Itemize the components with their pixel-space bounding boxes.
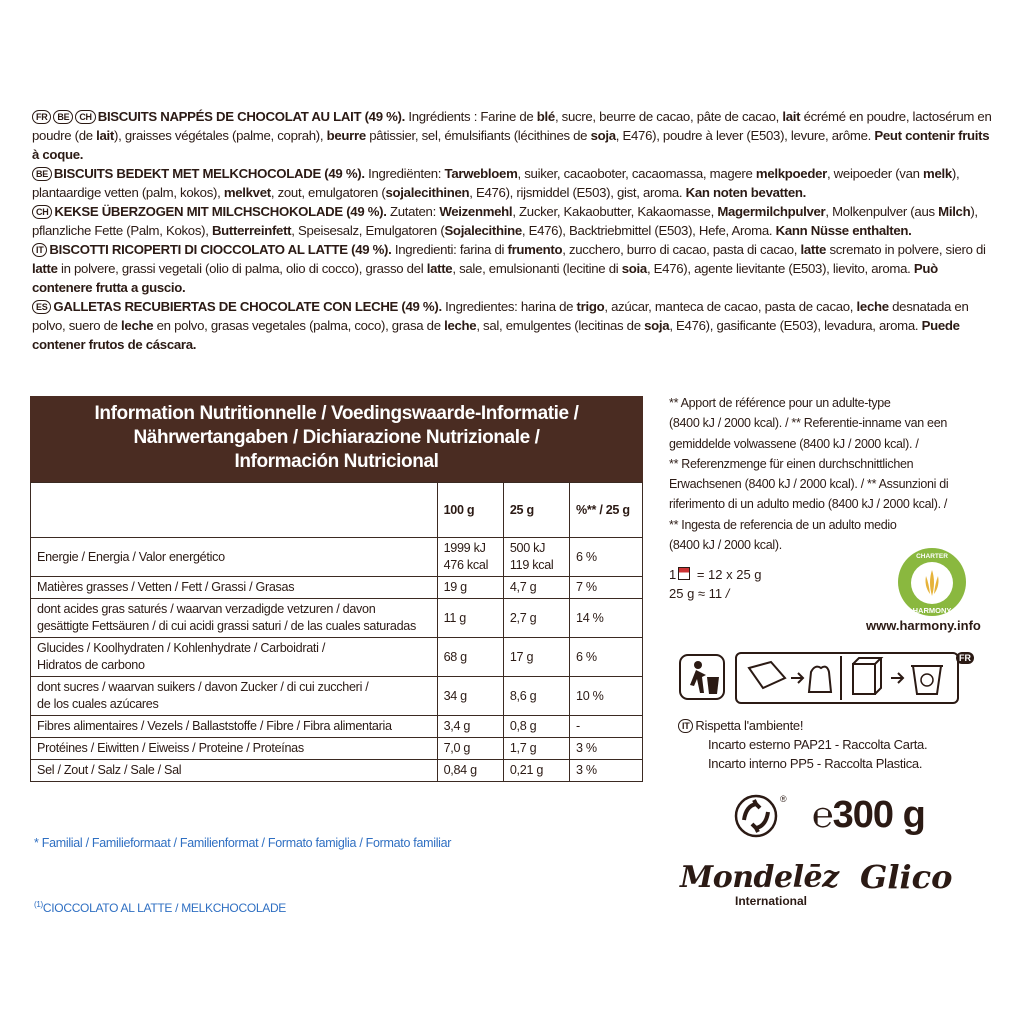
ingredient-text: pâtissier, sel, émulsifiants (lécithines de [365,128,591,143]
ingredient-text: scremato in polvere, siero di [826,242,986,257]
allergen-text: Peut contenir fruits à coque. [32,128,990,162]
estimated-sign-icon: ℮ [812,794,833,835]
value-per-100g-line: 3,4 g [443,719,471,733]
allergen-text: melkvet [223,185,271,200]
nutrient-label-line: Fibres alimentaires / Vezels / Ballaststoffe / Fibre / Fibra alimentaria [37,719,392,733]
harmony-url: www.harmony.info [866,618,981,633]
nutrition-title-line: Information Nutritionnelle / Voedingswaarde-Informatie / [94,403,579,424]
value-per-25g [503,677,569,716]
allergen-text: latte [800,242,827,257]
nutrient-label [31,677,438,716]
italy-note-text: Rispetta l'ambiente! [695,718,804,733]
ingredient-title: GALLETAS RECUBIERTAS DE CHOCOLATE CON LECHE (49 %). [53,299,442,314]
ingredient-text: écrémé en poudre, lactosérum en poudre (de [32,109,992,143]
value-per-100g [437,638,503,677]
bag-icon [809,667,831,692]
reference-note-line: ** Apport de référence pour un adulte-type [669,396,891,410]
column-header: 25 g [503,483,569,538]
value-per-100g-line: 1999 kJ [443,541,486,555]
nutrient-label-line: Matières grasses / Vetten / Fett / Grassi / Grasas [37,580,295,594]
nutrient-label [31,738,438,760]
value-per-100g-line: 7,0 g [443,741,471,755]
ingredient-title: KEKSE ÜBERZOGEN MIT MILCHSCHOKOLADE (49 %). [54,204,387,219]
value-per-25g-line: 500 kJ [509,541,546,555]
language-badge: ES [32,300,51,314]
nutrition-table-container [30,396,643,782]
nutrition-row [31,638,643,677]
value-per-100g [437,538,503,577]
ingredient-block [32,297,992,354]
net-weight [732,790,992,840]
ingredient-text: , zout, emulgatoren ( [270,185,386,200]
value-per-25g [503,760,569,782]
familial-note: * Familial / Familieformaat / Familienformat / Formato famiglia / Formato familiar [34,836,452,850]
allergen-text: soja [590,128,616,143]
portion-line-1 [669,565,762,584]
allergen-text: latte [426,261,453,276]
reference-intake-percent: 6 % [570,538,643,577]
nutrition-row [31,538,643,577]
value-per-25g [503,599,569,638]
nutrition-row [31,760,643,782]
ingredient-text: Ingrédients : Farine de [405,109,537,124]
nutrient-label [31,638,438,677]
value-per-100g [437,760,503,782]
reference-note-line: ** Referenzmenge für einen durchschnittlichen [669,456,914,471]
allergen-text: beurre [326,128,366,143]
language-badge: CH [32,205,52,219]
allergen-text: Sojalecithine [444,223,522,238]
nutrition-row [31,738,643,760]
reference-intake-note [669,393,999,555]
sorting-instructions-box [735,652,959,704]
nutrient-label-line: dont sucres / waarvan suikers / davon Zucker / di cui zuccheri / [37,680,369,694]
registered-mark: ® [780,794,787,804]
nutrition-row [31,677,643,716]
nutrition-row [31,577,643,599]
allergen-text: sojalecithinen [385,185,470,200]
sorting-icons [737,654,957,702]
nutrient-label [31,538,438,577]
ingredient-text: ), plantaardige vetten (palm, kokos), [32,166,960,200]
nutrient-label [31,760,438,782]
language-badge: IT [32,243,47,257]
nutrition-table-title [30,396,643,482]
reference-intake-percent: 6 % [570,638,643,677]
allergen-text: Tarwebloem [444,166,518,181]
nutrient-label-line: Protéines / Eiwitten / Eiweiss / Proteine / Proteínas [37,741,304,755]
value-per-100g [437,577,503,599]
glico-logo: Glico [860,858,953,896]
value-per-100g-line: 0,84 g [443,763,477,777]
ingredient-text: Zutaten: [386,204,440,219]
nutrient-label [31,599,438,638]
ingredient-text: , suiker, cacaoboter, cacaomassa, magere [517,166,756,181]
nutrition-title-line: Información Nutricional [234,451,439,472]
ingredient-text: , E476), rijsmiddel (E503), gist, aroma. [469,185,686,200]
ingredient-text: , weipoeder (van [826,166,924,181]
nutrient-label [31,716,438,738]
reference-note-line: (8400 kJ / 2000 kcal). / ** Referentie-inname van een [669,416,948,431]
weight-value [812,794,925,837]
reference-note-line: gemiddelde volwassene (8400 kJ / 2000 kcal). / [669,436,919,451]
weight-amount: 300 g [832,794,925,836]
ingredient-text: Ingrediënten: [364,166,445,181]
ingredient-title: BISCUITS NAPPÉS DE CHOCOLAT AU LAIT (49 %). [97,109,406,124]
ingredient-block [32,202,992,240]
reference-note-line: Erwachsenen (8400 kJ / 2000 kcal). / ** Assunzioni di [669,477,949,492]
nutrition-header-row [31,483,643,538]
harmony-top-text: CHARTER [916,553,948,560]
ingredient-text: ), graisses végétales (palme, coprah), [114,128,327,143]
nutrition-table [30,482,643,782]
nutrient-label-line: Sel / Zout / Salz / Sale / Sal [37,763,182,777]
reference-intake-percent: - [570,716,643,738]
value-per-100g-line: 19 g [443,580,467,594]
harmony-bottom-text: HARMONY [912,606,952,615]
arrow-icon-2 [891,673,903,683]
allergen-text: frumento [507,242,563,257]
allergen-text: Kann Nüsse enthalten. [775,223,912,238]
italy-note-text: Incarto interno PP5 - Raccolta Plastica. [708,756,923,771]
value-per-25g [503,738,569,760]
allergen-text: Butterreinfett [211,223,292,238]
allergen-text: latte [32,261,58,276]
ingredient-text: , Zucker, Kakaobutter, Kakaomasse, [512,204,718,219]
ingredient-text: , sal, emulgentes (lecitinas de [476,318,645,333]
allergen-text: melkpoeder [755,166,827,181]
carton-icon [853,658,881,694]
reference-intake-percent: 3 % [570,738,643,760]
value-per-25g-line: 8,6 g [509,688,537,703]
nutrient-label [31,577,438,599]
language-badge: FR [32,110,51,124]
italy-note-line [678,716,927,735]
italy-note-text: Incarto esterno PAP21 - Raccolta Carta. [708,737,928,752]
value-per-25g [503,716,569,738]
green-dot-icon [732,790,792,840]
nutrient-label-line: Energie / Energia / Valor energético [37,549,225,564]
nutrient-label-line: gesättigte Fettsäuren / di cui acidi grassi saturi / de las cuales saturadas [37,619,417,633]
value-per-100g [437,677,503,716]
chocolate-note [34,900,286,915]
brand-logos [680,860,1000,920]
ingredients-section [32,107,992,354]
arrow-icon [791,673,803,683]
value-per-100g [437,716,503,738]
nutrient-label-line: Glucides / Koolhydraten / Kohlenhydrate / Carboidrati / [37,641,326,655]
package-icon [749,662,785,688]
ingredient-text: , E476), poudre à lever (E503), levure, arôme. [615,128,875,143]
allergen-text: leche [856,299,889,314]
portion-line-2 [669,584,762,603]
language-badge: CH [75,110,95,124]
ingredient-text: en polvo, grasas vegetales (palma, coco), grasa de [153,318,445,333]
ingredient-title: BISCUITS BEDEKT MET MELKCHOCOLADE (49 %). [53,166,365,181]
value-per-100g-line: 34 g [443,688,467,703]
portion-equivalence: 25 g ≈ 11 [669,586,723,601]
harmony-charter-logo [896,546,968,618]
italy-note-line [678,754,927,773]
column-header: %** / 25 g [570,483,643,538]
nutrition-title-line: Nährwertangaben / Dichiarazione Nutrizionale / [133,427,540,448]
allergen-text: Puede contener frutos de cáscara. [32,318,960,352]
reference-intake-percent: 14 % [570,599,643,638]
chocolate-note-text: CIOCCOLATO AL LATTE / MELKCHOCOLADE [42,901,287,915]
allergen-text: trigo [576,299,605,314]
italy-environment-note [678,716,927,773]
nutrition-row [31,599,643,638]
allergen-text: leche [444,318,477,333]
allergen-text: leche [121,318,154,333]
reference-note-line: ** Ingesta de referencia de un adulto medio [669,517,897,532]
nutrition-row [31,716,643,738]
ingredient-block [32,240,992,297]
value-per-25g-line: 1,7 g [509,741,537,755]
allergen-text: Kan noten bevatten. [685,185,806,200]
allergen-text: lait [782,109,801,124]
allergen-text: Weizenmehl [439,204,513,219]
ingredient-text: Ingredienti: farina di [391,242,508,257]
value-per-100g [437,599,503,638]
ingredient-text: , E476), Backtriebmittel (E503), Hefe, Aroma. [521,223,776,238]
ingredient-text: , E476), agente lievitante (E503), lievito, aroma. [646,261,914,276]
tidyman-icon [678,653,726,701]
allergen-text: Può contenere frutta a guscio. [32,261,938,295]
value-per-25g [503,538,569,577]
mondelez-logo: Mondelēz [680,860,839,895]
ingredient-block [32,164,992,202]
reference-note-line: riferimento di un adulto medio (8400 kJ / 2000 kcal). / [669,497,948,512]
portion-count: 1 [669,567,677,582]
chocolate-note-marker: (1) [34,900,43,909]
reference-intake-percent: 3 % [570,760,643,782]
reference-intake-percent: 7 % [570,577,643,599]
reference-intake-percent: 10 % [570,677,643,716]
allergen-text: blé [536,109,555,124]
ingredient-text: , E476), gasificante (E503), levadura, aroma. [669,318,922,333]
value-per-25g-line: 0,8 g [509,719,537,733]
ingredient-text: , azúcar, manteca de cacao, pasta de cacao, [604,299,857,314]
ingredient-title: BISCOTTI RICOPERTI DI CIOCCOLATO AL LATTE (49 %). [49,242,392,257]
ingredient-block [32,107,992,164]
value-per-25g-line: 119 kcal [509,558,554,572]
mondelez-international-text: International [735,894,808,908]
nutrient-label-line: de los cuales azúcares [37,697,159,711]
ingredient-text: , sale, emulsionanti (lecitine di [452,261,622,276]
ingredient-text: Ingredientes: harina de [441,299,577,314]
allergen-text: lait [96,128,115,143]
value-per-25g-line: 4,7 g [509,580,537,594]
allergen-text: soja [644,318,670,333]
value-per-100g-line: 476 kcal [443,558,489,572]
ingredient-text: , Molkenpulver (aus [825,204,939,219]
allergen-text: soia [621,261,647,276]
language-badge: BE [53,110,73,124]
reference-note-line: (8400 kJ / 2000 kcal). [669,538,782,553]
column-header [31,483,438,538]
it-badge: IT [678,719,693,733]
recycling-pictograms [678,650,988,706]
bin-icon [911,666,943,694]
column-header: 100 g [437,483,503,538]
value-per-100g [437,738,503,760]
value-per-100g-line: 68 g [443,649,467,664]
italy-note-line [678,735,927,754]
nutrient-label-line: dont acides gras saturés / waarvan verzadigde vetzuren / davon [37,602,376,616]
value-per-100g-line: 11 g [443,610,466,625]
value-per-25g [503,577,569,599]
value-per-25g-line: 0,21 g [509,763,544,777]
value-per-25g-line: 2,7 g [509,610,537,625]
nutrient-label-line: Hidratos de carbono [37,658,145,672]
allergen-text: Magermilchpulver [717,204,826,219]
fr-badge: FR [956,652,974,664]
ingredient-text: , zucchero, burro di cacao, pasta di cacao, [562,242,801,257]
allergen-text: Milch [938,204,971,219]
portion-split: = 12 x 25 g [693,567,762,582]
ingredient-text: , sucre, beurre de cacao, pâte de cacao, [554,109,783,124]
biscuit-icon: / [722,586,730,601]
ingredient-text: desnatada en polvo, suero de [32,299,969,333]
pack-icon [678,567,690,580]
value-per-25g-line: 17 g [509,649,534,664]
portion-info [669,565,762,603]
ingredient-text: in polvere, grassi vegetali (olio di palma, olio di cocco), grasso del [57,261,427,276]
allergen-text: melk [923,166,952,181]
language-badge: BE [32,167,52,181]
value-per-25g [503,638,569,677]
ingredient-text: , Speisesalz, Emulgatoren ( [291,223,445,238]
ingredient-text: ), pflanzliche Fette (Palm, Kokos), [32,204,978,238]
